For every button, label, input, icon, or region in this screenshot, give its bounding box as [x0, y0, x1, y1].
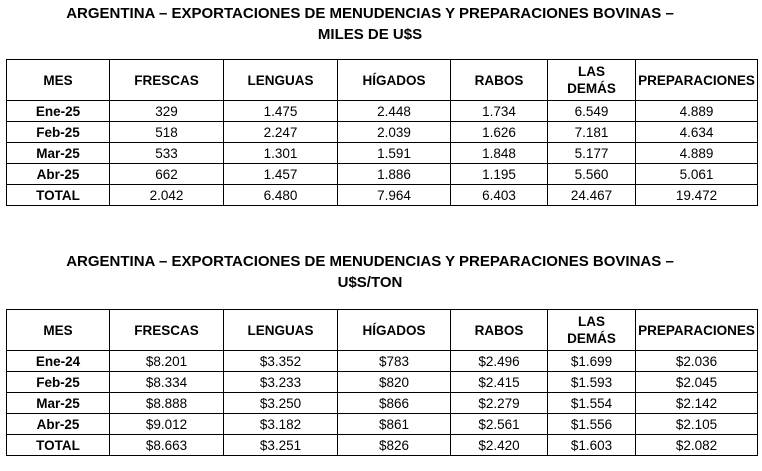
cell-preparaciones: 4.889: [636, 143, 758, 164]
cell-las-demas: 5.177: [548, 143, 636, 164]
cell-lenguas: 2.247: [224, 122, 338, 143]
cell-las-demas: 5.560: [548, 164, 636, 185]
header-rabos: RABOS: [451, 60, 548, 101]
header-higados: HÍGADOS: [338, 60, 451, 101]
cell-las-demas: $1.593: [548, 372, 636, 393]
row-month: Abr-25: [7, 414, 110, 435]
cell-lenguas: 1.301: [224, 143, 338, 164]
cell-preparaciones: 4.634: [636, 122, 758, 143]
table-2-title-line-2: U$S/TON: [337, 274, 403, 291]
header-higados: HÍGADOS: [338, 310, 451, 351]
cell-rabos: $2.279: [451, 393, 548, 414]
cell-frescas: 518: [110, 122, 224, 143]
cell-frescas: 533: [110, 143, 224, 164]
table-1-title: [0, 3, 740, 45]
cell-frescas: $8.663: [110, 435, 224, 456]
cell-frescas: $8.888: [110, 393, 224, 414]
row-month: Mar-25: [7, 393, 110, 414]
row-month: Ene-24: [7, 351, 110, 372]
cell-lenguas: $3.352: [224, 351, 338, 372]
cell-rabos: $2.415: [451, 372, 548, 393]
header-mes: MES: [7, 60, 110, 101]
table-row: [7, 122, 758, 143]
cell-higados: $826: [338, 435, 451, 456]
cell-rabos: $2.496: [451, 351, 548, 372]
cell-preparaciones: $2.142: [636, 393, 758, 414]
table-1-title-line-1: ARGENTINA – EXPORTACIONES DE MENUDENCIAS Y PREPARACIONES BOVINAS –: [66, 5, 674, 22]
total-row: [7, 435, 758, 456]
table-header-row: [7, 60, 758, 101]
cell-higados: $783: [338, 351, 451, 372]
cell-higados: $861: [338, 414, 451, 435]
cell-rabos: 1.626: [451, 122, 548, 143]
table-row: [7, 101, 758, 122]
row-month: Ene-25: [7, 101, 110, 122]
cell-higados: $820: [338, 372, 451, 393]
table-row: [7, 372, 758, 393]
cell-rabos: 6.403: [451, 185, 548, 206]
cell-frescas: $8.201: [110, 351, 224, 372]
cell-lenguas: 1.475: [224, 101, 338, 122]
table-row: [7, 351, 758, 372]
cell-las-demas: 6.549: [548, 101, 636, 122]
table-2-title: [0, 251, 740, 293]
cell-las-demas: $1.603: [548, 435, 636, 456]
exports-thousands-usd-table: [6, 59, 758, 206]
table-row: [7, 164, 758, 185]
header-frescas: FRESCAS: [110, 310, 224, 351]
table-row: [7, 393, 758, 414]
cell-rabos: 1.195: [451, 164, 548, 185]
row-month: Feb-25: [7, 372, 110, 393]
cell-lenguas: $3.233: [224, 372, 338, 393]
cell-higados: 7.964: [338, 185, 451, 206]
cell-las-demas: $1.556: [548, 414, 636, 435]
cell-las-demas: $1.554: [548, 393, 636, 414]
cell-preparaciones: $2.045: [636, 372, 758, 393]
cell-las-demas: $1.699: [548, 351, 636, 372]
cell-lenguas: $3.250: [224, 393, 338, 414]
row-month: Abr-25: [7, 164, 110, 185]
header-preparaciones: PREPARACIONES: [636, 60, 758, 101]
row-total-label: TOTAL: [7, 435, 110, 456]
header-las-demas: LAS DEMÁS: [548, 60, 636, 101]
row-total-label: TOTAL: [7, 185, 110, 206]
row-month: Feb-25: [7, 122, 110, 143]
header-lenguas: LENGUAS: [224, 60, 338, 101]
cell-rabos: 1.848: [451, 143, 548, 164]
table-header-row: [7, 310, 758, 351]
cell-lenguas: 6.480: [224, 185, 338, 206]
cell-higados: 1.886: [338, 164, 451, 185]
table-row: [7, 414, 758, 435]
cell-rabos: $2.420: [451, 435, 548, 456]
cell-higados: $866: [338, 393, 451, 414]
header-frescas: FRESCAS: [110, 60, 224, 101]
cell-higados: 2.039: [338, 122, 451, 143]
cell-frescas: $9.012: [110, 414, 224, 435]
cell-preparaciones: $2.082: [636, 435, 758, 456]
cell-lenguas: 1.457: [224, 164, 338, 185]
cell-preparaciones: 19.472: [636, 185, 758, 206]
cell-frescas: $8.334: [110, 372, 224, 393]
header-las-demas: LAS DEMÁS: [548, 310, 636, 351]
table-2-title-line-1: ARGENTINA – EXPORTACIONES DE MENUDENCIAS Y PREPARACIONES BOVINAS –: [66, 253, 674, 270]
cell-preparaciones: 5.061: [636, 164, 758, 185]
cell-rabos: 1.734: [451, 101, 548, 122]
table-row: [7, 143, 758, 164]
header-lenguas: LENGUAS: [224, 310, 338, 351]
cell-frescas: 2.042: [110, 185, 224, 206]
cell-lenguas: $3.182: [224, 414, 338, 435]
header-rabos: RABOS: [451, 310, 548, 351]
cell-higados: 2.448: [338, 101, 451, 122]
exports-usd-per-ton-table: [6, 309, 758, 456]
header-preparaciones: PREPARACIONES: [636, 310, 758, 351]
cell-preparaciones: 4.889: [636, 101, 758, 122]
cell-frescas: 662: [110, 164, 224, 185]
table-1-title-line-2: MILES DE U$S: [317, 26, 423, 43]
header-mes: MES: [7, 310, 110, 351]
cell-las-demas: 24.467: [548, 185, 636, 206]
cell-preparaciones: $2.036: [636, 351, 758, 372]
cell-rabos: $2.561: [451, 414, 548, 435]
row-month: Mar-25: [7, 143, 110, 164]
cell-higados: 1.591: [338, 143, 451, 164]
total-row: [7, 185, 758, 206]
cell-preparaciones: $2.105: [636, 414, 758, 435]
cell-frescas: 329: [110, 101, 224, 122]
cell-las-demas: 7.181: [548, 122, 636, 143]
cell-lenguas: $3.251: [224, 435, 338, 456]
